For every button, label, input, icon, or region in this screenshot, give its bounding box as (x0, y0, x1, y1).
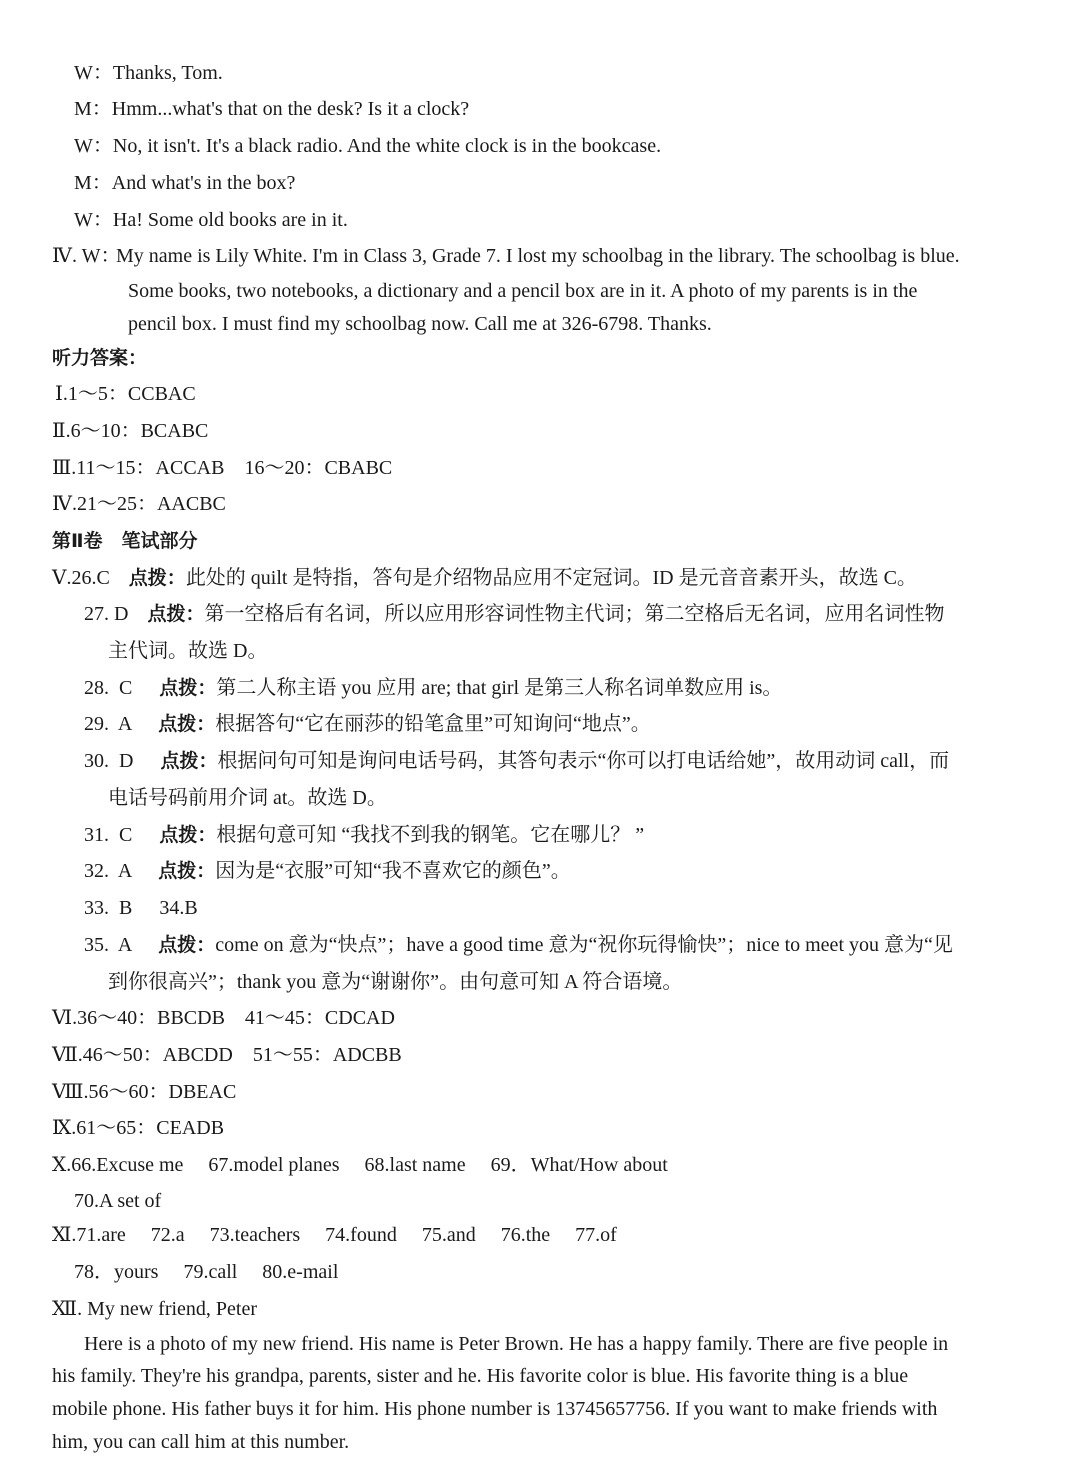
tip-text: 根据问句可知是询问电话号码，其答句表示“你可以打电话给她”，故用动词 call，而 (217, 750, 950, 772)
question-number: Ⅴ.26.C (52, 567, 110, 589)
section4-line: pencil box. I must find my schoolbag now. Call me at 326-6798. Thanks. (128, 313, 712, 335)
answer-text: 34.B (159, 897, 198, 919)
question-number: 35. A (84, 934, 132, 956)
question-35-cont: 到你很高兴”；thank you 意为“谢谢你”。由句意可知 A 符合语境。 (108, 971, 683, 993)
question-35 (84, 932, 953, 958)
question-number: 30. D (84, 750, 134, 772)
question-28 (84, 675, 782, 701)
essay-line: him, you can call him at this number. (52, 1431, 350, 1453)
tip-label: 点拨： (158, 860, 216, 882)
essay-line: mobile phone. His father buys it for him. His phone number is 13745657756. If you want to make friends with (52, 1398, 938, 1420)
question-number: 31. C (84, 824, 133, 846)
question-number: 32. A (84, 860, 132, 882)
dialogue-line: M：Hmm...what's that on the desk? Is it a clock? (74, 98, 470, 120)
dialogue-line: M：And what's in the box? (74, 172, 296, 194)
question-number: 29. A (84, 713, 132, 735)
question-32 (84, 858, 571, 884)
question-27-cont: 主代词。故选 D。 (108, 640, 268, 662)
tip-text: come on 意为“快点”；have a good time 意为“祝你玩得愉快”；nice to meet you 意为“见 (215, 934, 953, 956)
answer-line: Ⅲ.11～15：ACCAB 16～20：CBABC (52, 457, 393, 479)
answer-line: Ⅰ.1～5：CCBAC (55, 383, 196, 405)
tip-label: 点拨： (158, 934, 216, 956)
tip-label: 点拨： (158, 713, 216, 735)
section4-line: My name is Lily White. I'm in Class 3, Grade 7. I lost my schoolbag in the library. The schoolbag is blue. (116, 245, 960, 267)
section4-line: Some books, two notebooks, a dictionary and a pencil box are in it. A photo of my parents is in the (128, 280, 918, 302)
question-29 (84, 711, 651, 737)
tip-text: 根据答句“它在丽莎的铅笔盒里”可知询问“地点”。 (215, 713, 651, 735)
tip-text: 第一空格后有名词，所以应用形容词性物主代词；第二空格后无名词，应用名词性物 (204, 603, 945, 625)
tip-text: 此处的 quilt 是特指，答句是介绍物品应用不定冠词。ID 是元音音素开头，故选 C。 (185, 567, 917, 589)
question-26 (52, 565, 917, 591)
tip-text: 因为是“衣服”可知“我不喜欢它的颜色”。 (215, 860, 571, 882)
tip-label: 点拨： (160, 750, 218, 772)
tip-label: 点拨： (159, 677, 217, 699)
answer-line: Ⅵ.36～40：BBCDB 41～45：CDCAD (52, 1007, 395, 1029)
answer-line: Ⅹ.66.Excuse me 67.model planes 68.last name 69．What/How about (52, 1154, 668, 1176)
question-31 (84, 822, 644, 848)
answer-line: Ⅶ.46～50：ABCDD 51～55：ADCBB (52, 1044, 402, 1066)
question-27 (84, 601, 944, 627)
dialogue-line: W：Thanks, Tom. (74, 62, 223, 84)
answer-line: Ⅸ.61～65：CEADB (52, 1117, 225, 1139)
tip-label: 点拨： (147, 603, 205, 625)
question-30 (84, 748, 949, 774)
dialogue-line: W：No, it isn't. It's a black radio. And the white clock is in the bookcase. (74, 135, 662, 157)
tip-text: 第二人称主语 you 应用 are; that girl 是第三人称名词单数应用 is。 (216, 677, 783, 699)
answer-line: Ⅱ.6～10：BCABC (52, 420, 209, 442)
question-33-34 (84, 895, 198, 921)
essay-line: his family. They're his grandpa, parents, sister and he. His favorite color is blue. His favorite thing is a blue (52, 1365, 909, 1387)
written-heading: 第Ⅱ卷 笔试部分 (52, 530, 198, 552)
answer-line: Ⅺ.71.are 72.a 73.teachers 74.found 75.and 76.the 77.of (52, 1224, 617, 1246)
answer-line: 70.A set of (74, 1190, 162, 1212)
dialogue-line: W：Ha! Some old books are in it. (74, 209, 348, 231)
answer-line: Ⅷ.56～60：DBEAC (52, 1081, 237, 1103)
essay-line: Here is a photo of my new friend. His name is Peter Brown. He has a happy family. There are five people in (84, 1333, 949, 1355)
tip-text: 根据句意可知 “我找不到我的钢笔。它在哪儿？ ” (216, 824, 645, 846)
question-30-cont: 电话号码前用介词 at。故选 D。 (108, 787, 387, 809)
question-number: 28. C (84, 677, 133, 699)
tip-label: 点拨： (128, 567, 186, 589)
listening-heading: 听力答案： (52, 347, 148, 369)
essay-title: Ⅻ. My new friend, Peter (52, 1298, 258, 1320)
section4-label: Ⅳ. W： (52, 245, 121, 267)
tip-label: 点拨： (159, 824, 217, 846)
question-number: 27. D (84, 603, 129, 625)
answer-line: 78．yours 79.call 80.e-mail (74, 1261, 339, 1283)
answer-line: Ⅳ.21～25：AACBC (52, 493, 226, 515)
question-number: 33. B (84, 897, 133, 919)
